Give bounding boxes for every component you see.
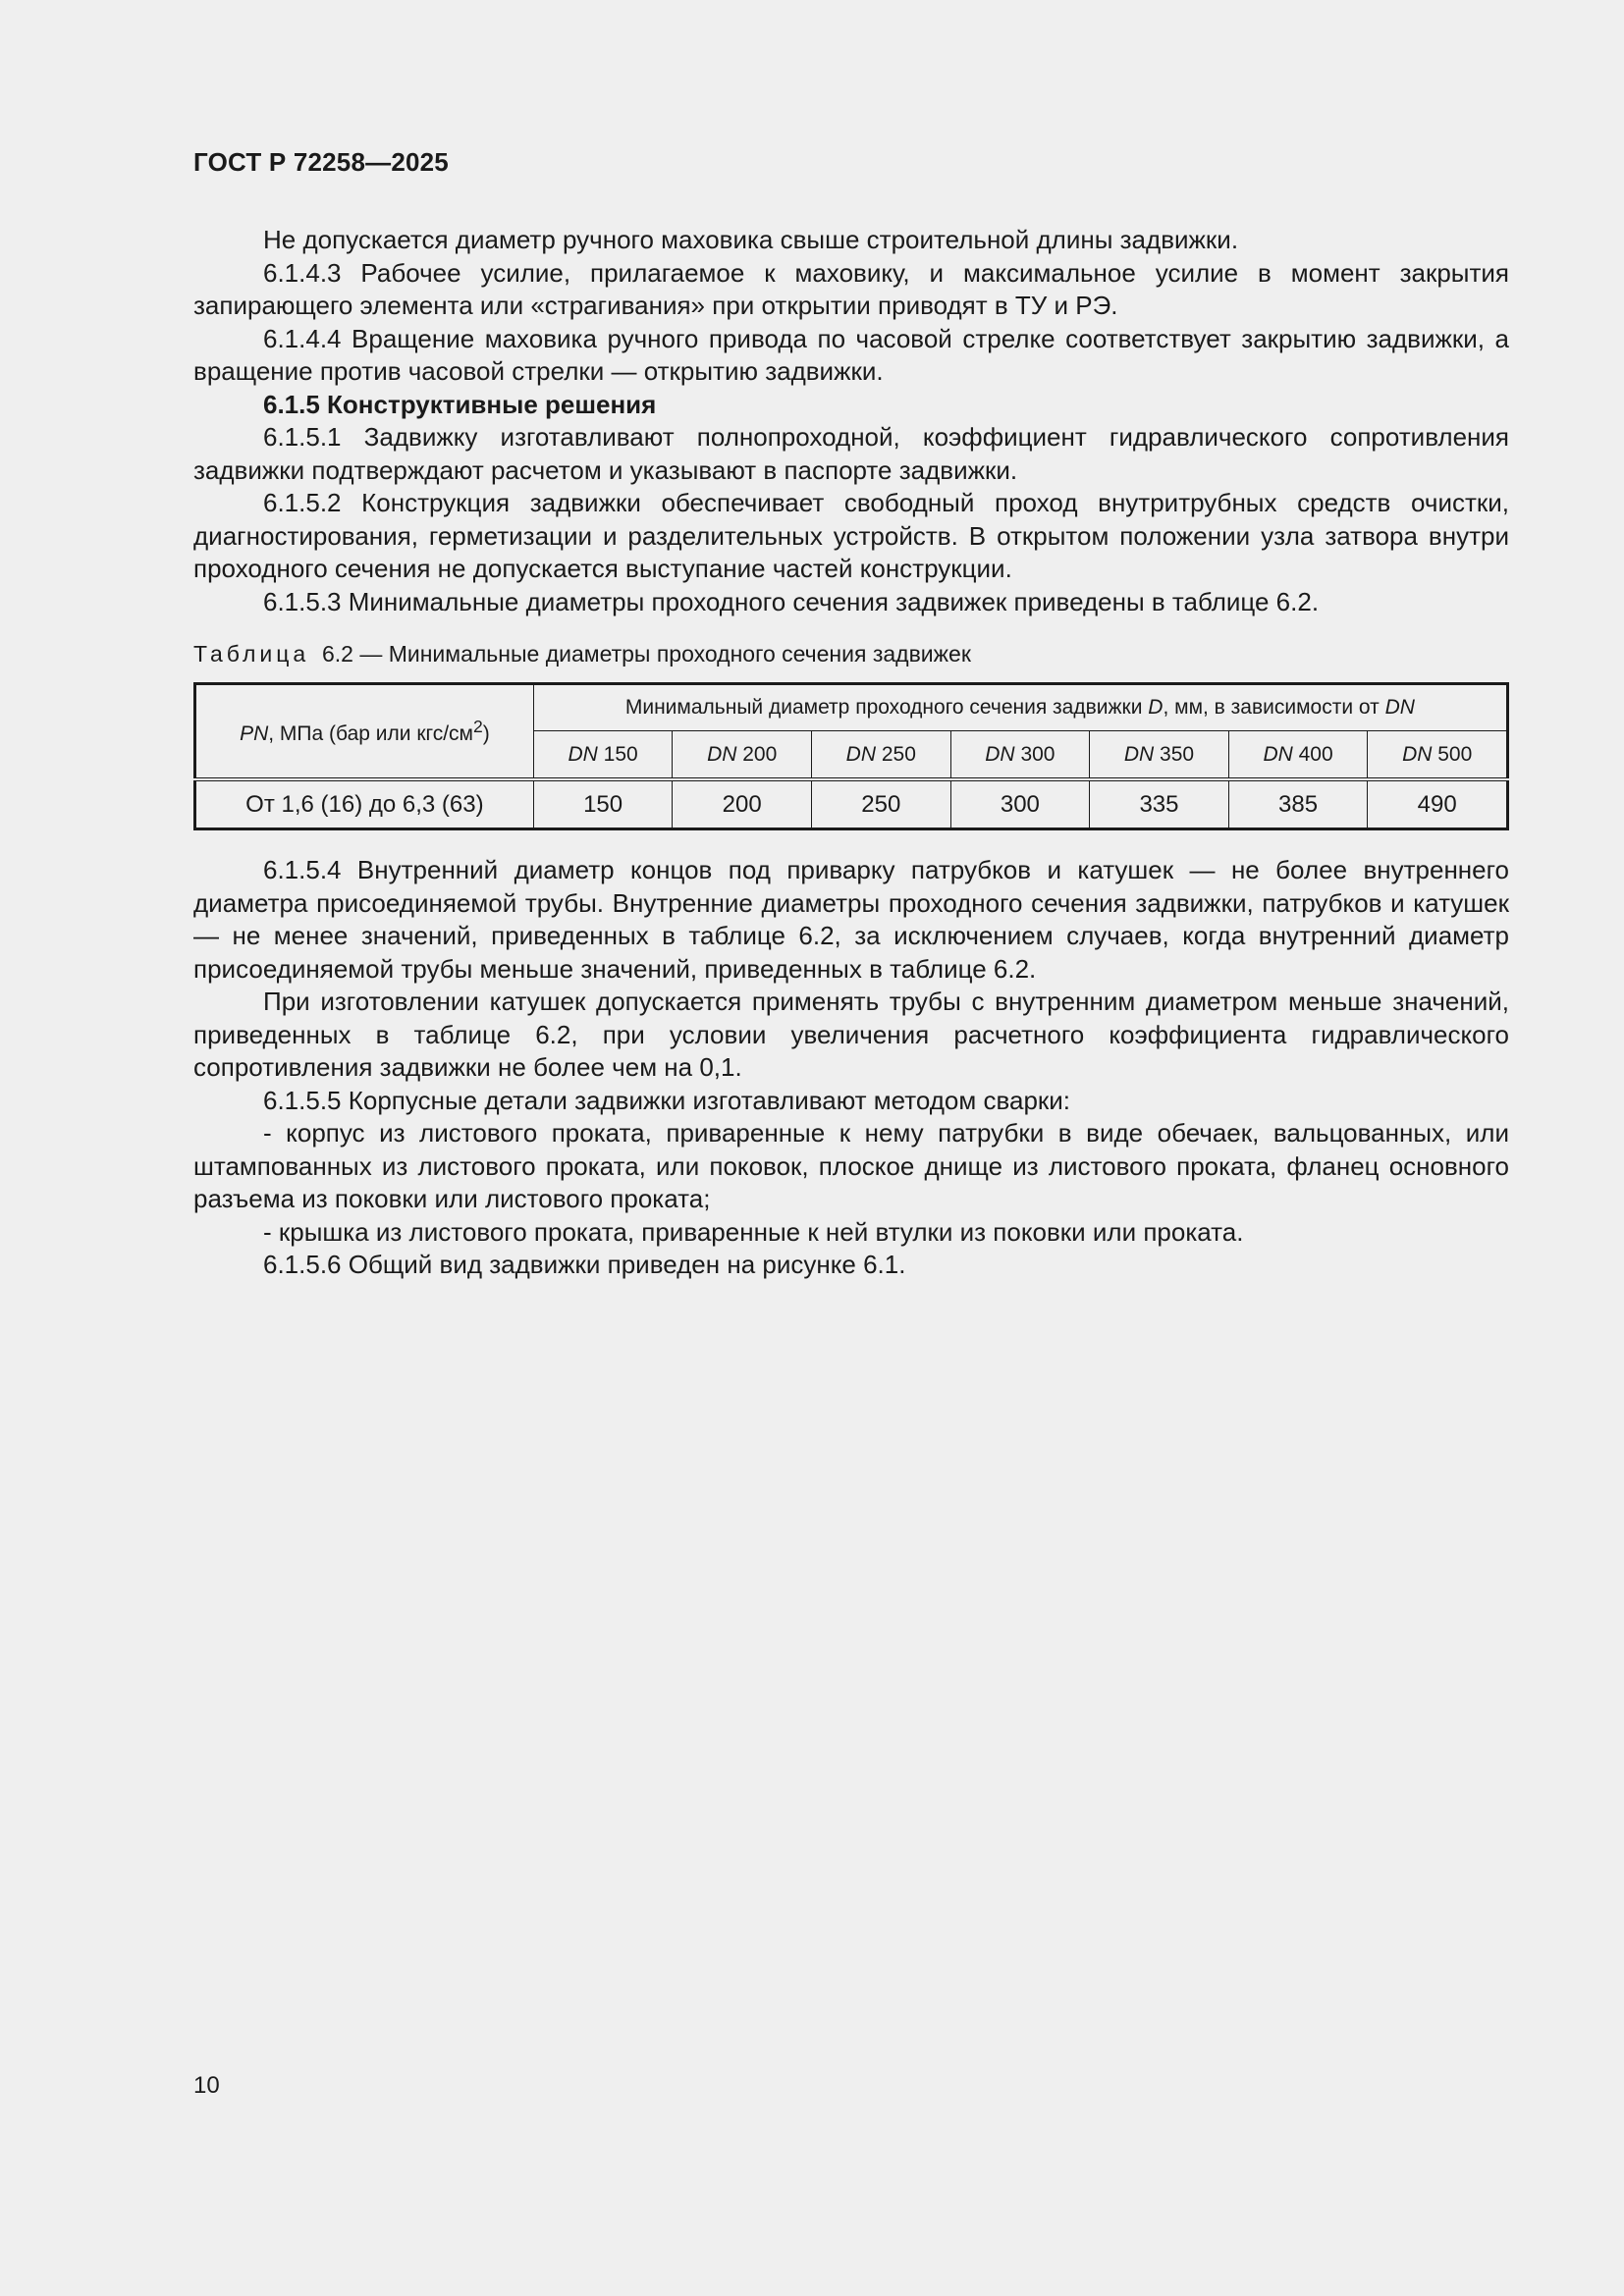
dn-prefix: DN: [707, 742, 737, 766]
document-code-header: ГОСТ Р 72258—2025: [193, 147, 449, 177]
dn-value: 350: [1160, 742, 1195, 766]
dn-value: 200: [742, 742, 778, 766]
group-header-mid: , мм, в зависимости от: [1163, 696, 1385, 719]
row-label-cell: От 1,6 (16) до 6,3 (63): [195, 779, 534, 829]
paragraph: 6.1.4.3 Рабочее усилие, прилагаемое к маховику, и максимальное усилие в момент закрытия запирающего элемента или «страгивания» при открытии приводят в ТУ и РЭ.: [193, 257, 1509, 320]
table-caption-text: 6.2 — Минимальные диаметры проходного сечения задвижек: [321, 641, 971, 667]
text-block-top: [193, 224, 1509, 618]
dn-value: 400: [1298, 742, 1333, 766]
dn-prefix: DN: [1402, 742, 1433, 766]
text-block-bottom: [193, 854, 1509, 1282]
group-header-d: D: [1148, 696, 1164, 719]
group-header-dn: DN: [1384, 696, 1415, 719]
paragraph: 6.1.5.5 Корпусные детали задвижки изготавливают методом сварки:: [263, 1085, 1071, 1115]
paragraph: 6.1.5.3 Минимальные диаметры проходного сечения задвижек приведены в таблице 6.2.: [263, 586, 1320, 616]
paragraph: 6.1.4.4 Вращение маховика ручного привода по часовой стрелке соответствует закрытию задвижки, а вращение против часовой стрелки — открытию задвижки.: [193, 323, 1509, 386]
pn-header-cell: [195, 684, 534, 780]
paragraph: 6.1.5.2 Конструкция задвижки обеспечивает свободный проход внутритрубных средств очистки, диагностирования, герметизации и разделительных устройств. В открытом положении узла затвора внутри проходного сечения не допускается выступание частей конструкции.: [193, 488, 1509, 583]
dn-prefix: DN: [845, 742, 876, 766]
table-header-row: [195, 684, 1508, 731]
table-cell: 335: [1090, 779, 1229, 829]
group-header-cell: [533, 684, 1507, 731]
dn-value: 250: [881, 742, 916, 766]
pn-unit-sup: 2: [472, 717, 483, 736]
dn-header-cell: [1228, 731, 1368, 780]
table-caption: [193, 638, 1509, 671]
dn-header-cell: [1090, 731, 1229, 780]
table-cell: 250: [811, 779, 950, 829]
paragraph: 6.1.5.6 Общий вид задвижки приведен на рисунке 6.1.: [263, 1250, 906, 1279]
paragraph: При изготовлении катушек допускается применять трубы с внутренним диаметром меньше значений, приведенных в таблице 6.2, при условии увеличения расчетного коэффициента гидравлического сопротивления задвижки не более чем на 0,1.: [193, 987, 1509, 1082]
dn-prefix: DN: [1263, 742, 1293, 766]
paragraph: 6.1.5.1 Задвижку изготавливают полнопроходной, коэффициент гидравлического сопротивления задвижки подтверждают расчетом и указывают в паспорте задвижки.: [193, 422, 1509, 485]
table-cell: 200: [673, 779, 812, 829]
table-cell: 490: [1368, 779, 1508, 829]
table-cell: 150: [533, 779, 673, 829]
table-caption-word: Таблица: [193, 641, 310, 667]
section-heading: 6.1.5 Конструктивные решения: [263, 389, 657, 419]
dn-header-cell: [811, 731, 950, 780]
table-row: [195, 779, 1508, 829]
group-header-pre: Минимальный диаметр проходного сечения задвижки: [624, 696, 1149, 719]
page-number: 10: [193, 2072, 220, 2099]
table-cell: 385: [1228, 779, 1368, 829]
dn-prefix: DN: [985, 742, 1015, 766]
dn-value: 150: [603, 742, 638, 766]
paragraph: 6.1.5.4 Внутренний диаметр концов под приварку патрубков и катушек — не более внутреннего диаметра присоединяемой трубы. Внутренние диаметры проходного сечения задвижки, патрубков и катушек — не менее значений, приведенных в таблице 6.2, за исключением случаев, когда внутренний диаметр присоединяемой трубы меньше значений, приведенных в таблице 6.2.: [193, 855, 1509, 984]
dn-prefix: DN: [568, 742, 598, 766]
table-cell: 300: [950, 779, 1090, 829]
dn-header-cell: [950, 731, 1090, 780]
dn-header-cell: [1368, 731, 1508, 780]
pn-unit-text: , МПа (бар или кгс/см: [268, 722, 473, 745]
dn-prefix: DN: [1123, 742, 1155, 766]
list-item: - крышка из листового проката, приваренные к ней втулки из поковки или проката.: [263, 1216, 1244, 1247]
table-min-diameters: [193, 682, 1509, 830]
dn-header-cell: [533, 731, 673, 780]
dn-value: 300: [1020, 742, 1056, 766]
pn-unit-close: ): [482, 722, 490, 745]
list-item: - корпус из листового проката, приваренные к нему патрубки в виде обечаек, вальцованных, или штампованных из листового проката, или поковок, плоское днище из листового проката, фланец основного разъема из поковки или листового проката;: [193, 1118, 1509, 1213]
paragraph: Не допускается диаметр ручного маховика свыше строительной длины задвижки.: [263, 225, 1239, 254]
dn-header-cell: [673, 731, 812, 780]
pn-symbol: PN: [240, 722, 269, 745]
dn-value: 500: [1437, 742, 1473, 766]
